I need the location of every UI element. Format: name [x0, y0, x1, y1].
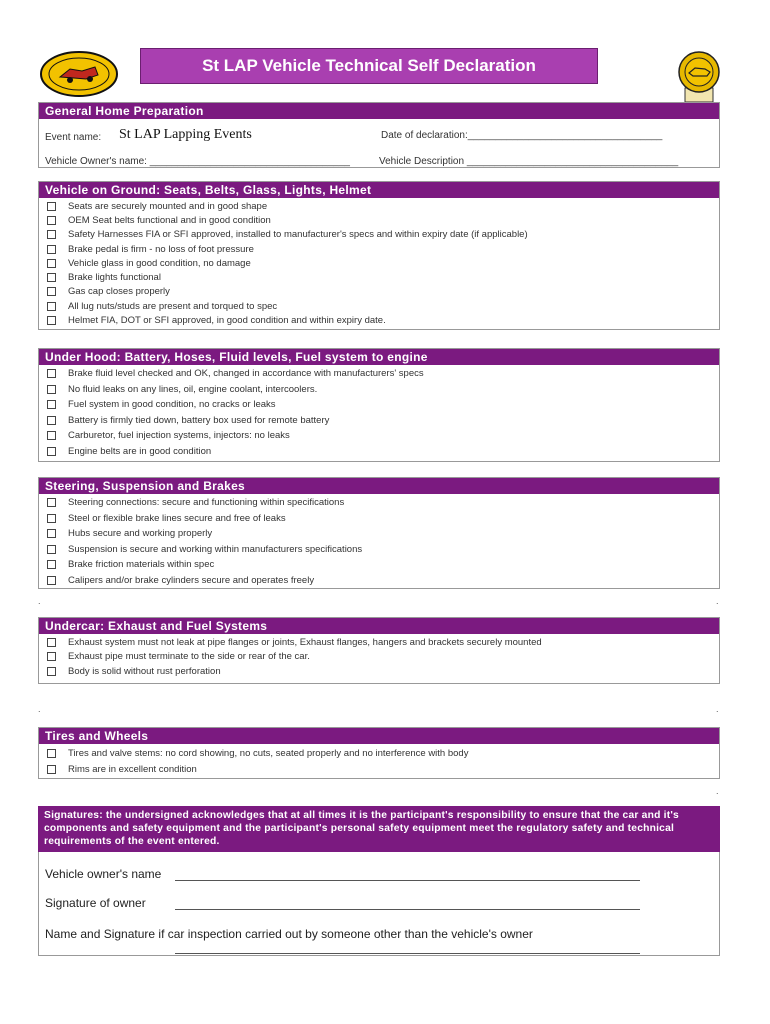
checklist-item-label: Exhaust pipe must terminate to the side or rear of the car. — [68, 651, 310, 663]
other-inspector-label: Name and Signature if car inspection carried out by someone other than the vehicle's owner — [45, 927, 533, 941]
event-name-label: Event name: — [45, 132, 102, 143]
checklist-item — [47, 745, 719, 762]
tires-checklist — [39, 744, 719, 778]
checklist-item-label: Brake fluid level checked and OK, changed in accordance with manufacturers' specs — [68, 368, 424, 380]
checkbox[interactable] — [47, 576, 56, 585]
checklist-item-label: Exhaust system must not leak at pipe flanges or joints, Exhaust flanges, hangers and brackets securely mounted — [68, 636, 542, 648]
checkbox[interactable] — [47, 385, 56, 394]
checklist-item-label: Steering connections: secure and functioning within specifications — [68, 497, 345, 509]
checklist-item-label: Body is solid without rust perforation — [68, 665, 221, 677]
hood-heading: Under Hood: Battery, Hoses, Fluid levels, Fuel system to engine — [39, 349, 719, 365]
ground-heading: Vehicle on Ground: Seats, Belts, Glass, Lights, Helmet — [39, 182, 719, 198]
checklist-item-label: Fuel system in good condition, no cracks or leaks — [68, 399, 276, 411]
checklist-item-label: No fluid leaks on any lines, oil, engine coolant, intercoolers. — [68, 383, 318, 395]
checkbox[interactable] — [47, 545, 56, 554]
dot-mark: . — [38, 704, 41, 714]
owner-name-line[interactable] — [175, 880, 640, 881]
checkbox[interactable] — [47, 287, 56, 296]
checklist-item — [47, 557, 719, 573]
checklist-item — [47, 242, 719, 256]
checklist-item — [47, 228, 719, 242]
checkbox[interactable] — [47, 273, 56, 282]
tires-section — [38, 727, 720, 779]
checklist-item-label: OEM Seat belts functional and in good condition — [68, 214, 271, 226]
checklist-item — [47, 495, 719, 511]
checkbox[interactable] — [47, 498, 56, 507]
checkbox[interactable] — [47, 638, 56, 647]
general-section — [38, 102, 720, 168]
checkbox[interactable] — [47, 216, 56, 225]
checklist-item — [47, 444, 719, 460]
signatures-statement: Signatures: the undersigned acknowledges that at all times it is the participant's responsibility to ensure that the car and it's components and safety equipment and the participant's personal safety equipment meet the regulatory safety and technical requirements of the event entered. — [38, 806, 720, 852]
checklist-item-label: Battery is firmly tied down, battery box used for remote battery — [68, 414, 330, 426]
steering-heading: Steering, Suspension and Brakes — [39, 478, 719, 494]
checkbox[interactable] — [47, 514, 56, 523]
checkbox[interactable] — [47, 416, 56, 425]
checklist-item — [47, 428, 719, 444]
checklist-item — [47, 573, 719, 589]
checkbox[interactable] — [47, 529, 56, 538]
checklist-item — [47, 635, 719, 650]
checklist-item-label: Safety Harnesses FIA or SFI approved, installed to manufacturer's specs and within expiry date (if applicable) — [68, 229, 528, 241]
checklist-item — [47, 650, 719, 665]
checklist-item-label: Brake pedal is firm - no loss of foot pressure — [68, 243, 254, 255]
checklist-item — [47, 199, 719, 213]
checklist-item-label: Steel or flexible brake lines secure and free of leaks — [68, 512, 286, 524]
checkbox[interactable] — [47, 749, 56, 758]
hood-section — [38, 348, 720, 462]
checkbox[interactable] — [47, 302, 56, 311]
owner-signature-label: Signature of owner — [45, 896, 146, 910]
other-inspector-line[interactable] — [175, 953, 640, 954]
seal-logo — [677, 50, 721, 104]
checklist-item-label: Calipers and/or brake cylinders secure and operates freely — [68, 574, 315, 586]
checkbox[interactable] — [47, 230, 56, 239]
general-heading: General Home Preparation — [39, 103, 719, 119]
tires-heading: Tires and Wheels — [39, 728, 719, 744]
checklist-item — [47, 270, 719, 284]
checkbox[interactable] — [47, 369, 56, 378]
checklist-item-label: All lug nuts/studs are present and torqued to spec — [68, 300, 278, 312]
checklist-item — [47, 542, 719, 558]
dot-mark: . — [716, 596, 719, 606]
checkbox[interactable] — [47, 667, 56, 676]
steering-checklist — [39, 494, 719, 588]
checklist-item — [47, 413, 719, 429]
checkbox[interactable] — [47, 560, 56, 569]
checklist-item — [47, 299, 719, 313]
checklist-item — [47, 382, 719, 398]
checkbox[interactable] — [47, 652, 56, 661]
checklist-item-label: Brake lights functional — [68, 272, 161, 284]
checklist-item — [47, 526, 719, 542]
checklist-item — [47, 313, 719, 327]
undercar-heading: Undercar: Exhaust and Fuel Systems — [39, 618, 719, 634]
dot-mark: . — [38, 596, 41, 606]
checklist-item-label: Rims are in excellent condition — [68, 764, 197, 776]
vehicle-description-field[interactable]: Vehicle Description ______________________________________ — [379, 156, 679, 167]
checkbox[interactable] — [47, 765, 56, 774]
hood-checklist — [39, 365, 719, 459]
checklist-item — [47, 762, 719, 779]
checklist-item-label: Suspension is secure and working within manufacturers specifications — [68, 543, 363, 555]
checklist-item-label: Tires and valve stems: no cord showing, no cuts, seated properly and no interference with body — [68, 747, 469, 759]
ground-section — [38, 181, 720, 330]
undercar-section — [38, 617, 720, 684]
checkbox[interactable] — [47, 447, 56, 456]
checklist-item-label: Hubs secure and working properly — [68, 528, 213, 540]
vehicle-owner-name-field[interactable]: Vehicle Owner's name: ____________________________________ — [45, 156, 350, 167]
checkbox[interactable] — [47, 245, 56, 254]
date-of-declaration-field[interactable]: Date of declaration:___________________________________ — [381, 130, 663, 141]
checklist-item-label: Carburetor, fuel injection systems, injectors: no leaks — [68, 430, 290, 442]
checklist-item-label: Vehicle glass in good condition, no damage — [68, 257, 251, 269]
checklist-item — [47, 213, 719, 227]
steering-section — [38, 477, 720, 589]
checklist-item-label: Brake friction materials within spec — [68, 559, 215, 571]
checkbox[interactable] — [47, 431, 56, 440]
checklist-item — [47, 285, 719, 299]
club-logo — [40, 51, 118, 97]
checkbox[interactable] — [47, 400, 56, 409]
checklist-item — [47, 397, 719, 413]
checklist-item — [47, 664, 719, 679]
owner-name-label: Vehicle owner's name — [45, 867, 162, 881]
checklist-item — [47, 366, 719, 382]
undercar-checklist — [39, 634, 719, 679]
dot-mark: . — [716, 786, 719, 796]
checkbox[interactable] — [47, 202, 56, 211]
checklist-item — [47, 256, 719, 270]
checkbox[interactable] — [47, 259, 56, 268]
checklist-item-label: Gas cap closes properly — [68, 286, 170, 298]
page-title: St LAP Vehicle Technical Self Declaration — [140, 48, 598, 84]
ground-checklist — [39, 198, 719, 328]
checklist-item-label: Helmet FIA, DOT or SFI approved, in good condition and within expiry date. — [68, 315, 386, 327]
dot-mark: . — [716, 704, 719, 714]
event-name-value[interactable]: St LAP Lapping Events — [119, 127, 252, 142]
checklist-item-label: Engine belts are in good condition — [68, 445, 212, 457]
checkbox[interactable] — [47, 316, 56, 325]
checklist-item-label: Seats are securely mounted and in good shape — [68, 200, 268, 212]
checklist-item — [47, 511, 719, 527]
owner-signature-line[interactable] — [175, 909, 640, 910]
